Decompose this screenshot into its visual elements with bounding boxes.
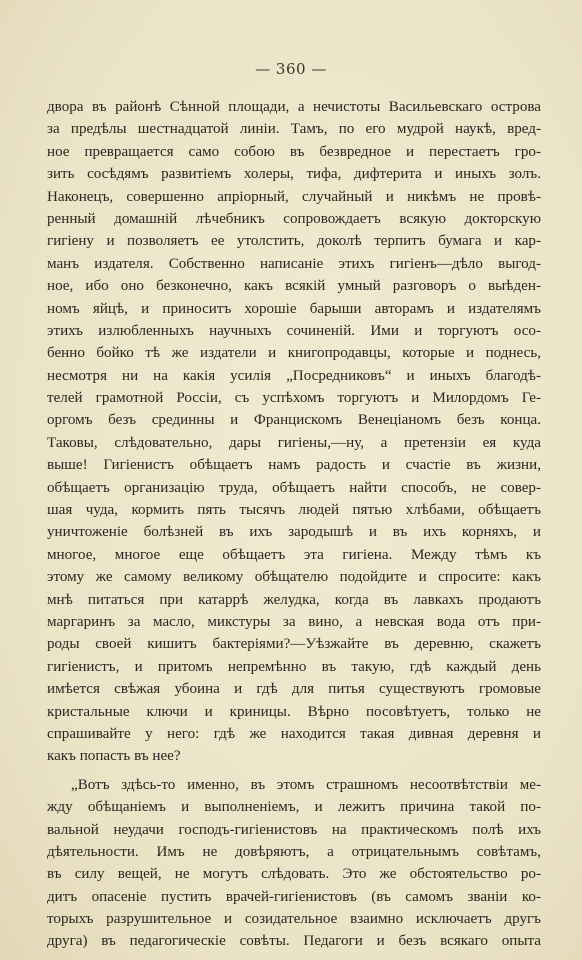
text-line: оргомъ безъ срединны и Францискомъ Венеціаномъ безъ конца.: [47, 412, 541, 429]
text-line: спрашивайте у него: гдѣ же находится такая дивная деревня и: [47, 725, 541, 742]
text-line: имѣется свѣжая убоина и гдѣ для питья существуютъ громовые: [47, 681, 541, 698]
text-line: жду обѣщаніемъ и выполненіемъ, и лежитъ причина такой по-: [47, 799, 541, 816]
text-line: двора въ районѣ Сѣнной площади, а нечистоты Васильевскаго острова: [47, 99, 541, 115]
text-line: гигіену и позволяетъ ее утолстить, доколѣ терпитъ бумага и кар-: [47, 233, 541, 250]
text-line: маргаринъ за масло, микстуры за вино, а невская вода отъ при-: [47, 613, 541, 630]
text-line: несмотря ни на какія усилія „Посредниковъ“ и иныхъ благодѣ-: [47, 367, 541, 384]
text-line: многое, многое еще обѣщаетъ эта гигіена. Между тѣмъ къ: [47, 546, 541, 563]
text-line: гигіенистъ, и притомъ непремѣнно въ такую, гдѣ каждый день: [47, 658, 541, 675]
text-line: дѣятельности. Имъ не довѣряютъ, а отрицательнымъ совѣтамъ,: [47, 843, 541, 860]
text-line: телей грамотной Россіи, съ успѣхомъ торгуютъ и Милордомъ Ге-: [47, 390, 541, 407]
text-line: выше! Гигіенистъ обѣщаетъ намъ радость и счастіе въ жизни,: [47, 457, 541, 474]
text-line: зить сосѣдямъ развитіемъ холеры, тифа, дифтерита и иныхъ золъ.: [47, 166, 541, 183]
text-line: этихъ излюбленныхъ научныхъ сочиненій. Ими и торгуютъ осо-: [47, 322, 541, 339]
text-line: Таковы, слѣдовательно, дары гигіены,—ну, а претензіи ея куда: [47, 434, 541, 451]
text-line: торыхъ разрушительное и созидательное взаимно исключаетъ другъ: [47, 911, 541, 928]
text-line: уничтоженіе болѣзней въ ихъ зародышѣ и въ ихъ корняхъ, и: [47, 524, 541, 541]
text-line: мнѣ питаться при катаррѣ желудка, когда въ лавкахъ продаютъ: [47, 591, 541, 608]
text-line: кристальные ключи и криницы. Вѣрно посовѣтуетъ, только не: [47, 703, 541, 720]
text-line: какъ попасть въ нее?: [47, 748, 181, 765]
text-line: шая чуда, кормить пять тысячъ людей пятью хлѣбами, обѣщаетъ: [47, 502, 541, 519]
text-line: номъ яйцѣ, и приноситъ хорошіе барыши авторамъ и издателямъ: [47, 300, 541, 317]
text-line: бенно бойко тѣ же издатели и книгопродавцы, которые и поднесь,: [47, 345, 541, 362]
text-line: въ силу вещей, не могутъ слѣдовать. Это же обстоятельство ро-: [47, 866, 541, 883]
text-line: этому же самому великому обѣщателю подойдите и спросите: какъ: [47, 569, 541, 586]
text-line: за предѣлы шестнадцатой линіи. Тамъ, по его мудрой наукѣ, вред-: [47, 121, 541, 138]
text-line: обѣщаетъ организацію труда, обѣщаетъ найти способъ, не совер-: [47, 479, 541, 496]
text-line: Наконецъ, совершенно апріорный, случайный и никѣмъ не провѣ-: [47, 188, 541, 205]
text-line: дитъ опасеніе пустить врачей-гигіенистовъ (въ самомъ званіи ко-: [47, 888, 541, 905]
text-line: „Вотъ здѣсь-то именно, въ этомъ страшномъ несоотвѣтствіи ме-: [71, 776, 541, 793]
page-number: — 360 —: [255, 60, 327, 78]
text-line: ное, ибо оно безконечно, какъ всякій умный разговоръ о выѣден-: [47, 278, 541, 295]
text-line: ренный домашній лѣчебникъ сопровождаетъ всякую докторскую: [47, 210, 541, 227]
text-line: вальной неудачи господъ-гигіенистовъ на практическомъ полѣ ихъ: [47, 821, 541, 838]
text-line: роды своей кишитъ бактеріями?—Уѣзжайте въ деревню, скажетъ: [47, 636, 541, 653]
text-line: друга) въ педагогическіе совѣты. Педагоги и безъ всякаго опыта: [47, 933, 541, 950]
body-text: [47, 96, 541, 953]
text-line: ное превращается само собою въ безвредное и перестаетъ гро-: [47, 143, 541, 160]
text-line: манъ издателя. Собственно написаніе этихъ гигіенъ—дѣло выгод-: [47, 255, 541, 272]
